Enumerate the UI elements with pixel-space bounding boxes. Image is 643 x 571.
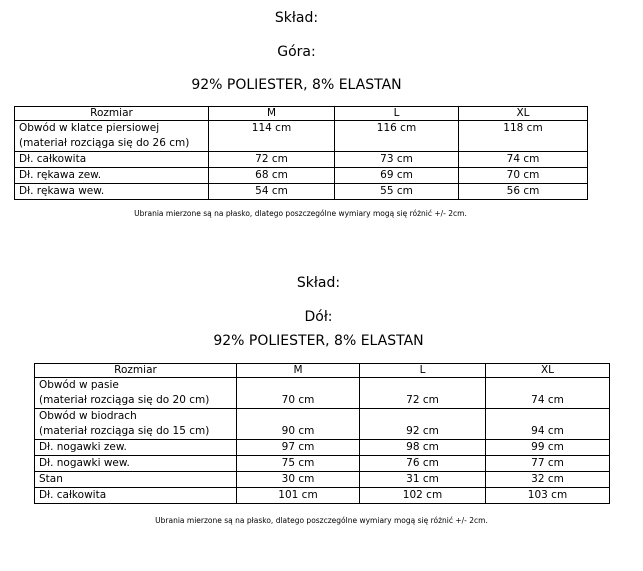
header-cell: M [237, 364, 360, 378]
table-cell: 98 cm [360, 440, 486, 456]
table-cell: 94 cm [486, 409, 610, 440]
table-row [15, 121, 588, 152]
table-cell: 70 cm [459, 168, 588, 184]
row-label [35, 378, 237, 409]
table-cell: 99 cm [486, 440, 610, 456]
table-cell: 54 cm [209, 184, 335, 200]
table-row [35, 378, 610, 409]
table-row [35, 472, 610, 488]
table-row [35, 488, 610, 504]
table-cell: 31 cm [360, 472, 486, 488]
table-cell: 68 cm [209, 168, 335, 184]
top-measurement-note: Ubrania mierzone są na płasko, dlatego poszczególne wymiary mogą się różnić +/- 2cm. [134, 209, 467, 218]
table-cell: 90 cm [237, 409, 360, 440]
table-row [15, 152, 588, 168]
table-row [35, 409, 610, 440]
table-cell: 69 cm [335, 168, 459, 184]
table-cell: 74 cm [459, 152, 588, 168]
table-cell: 70 cm [237, 378, 360, 409]
header-cell: Rozmiar [35, 364, 237, 378]
table-row [15, 168, 588, 184]
table-cell: 32 cm [486, 472, 610, 488]
row-label-line: Obwód w klatce piersiowej [19, 122, 160, 134]
table-cell: 75 cm [237, 456, 360, 472]
table-cell: 116 cm [335, 121, 459, 152]
table-row [35, 440, 610, 456]
row-label [15, 121, 209, 152]
row-label-line: Obwód w biodrach [39, 410, 137, 422]
row-label: Dł. całkowita [15, 152, 209, 168]
row-label-line: (materiał rozciąga się do 26 cm) [19, 137, 190, 149]
table-cell: 74 cm [486, 378, 610, 409]
row-label: Dł. nogawki zew. [35, 440, 237, 456]
table-cell: 102 cm [360, 488, 486, 504]
table-cell: 76 cm [360, 456, 486, 472]
table-header-row [35, 364, 610, 378]
top-size-table [14, 106, 588, 200]
table-cell: 72 cm [209, 152, 335, 168]
table-cell: 30 cm [237, 472, 360, 488]
row-label: Dł. rękawa zew. [15, 168, 209, 184]
table-cell: 73 cm [335, 152, 459, 168]
bottom-size-table [34, 363, 610, 504]
table-header-row [15, 107, 588, 121]
table-cell: 56 cm [459, 184, 588, 200]
bottom-part-title: Dół: [304, 309, 333, 325]
table-row [15, 184, 588, 200]
top-part-title: Góra: [277, 44, 316, 60]
bottom-composition-title: Skład: [296, 275, 341, 291]
header-cell: XL [486, 364, 610, 378]
header-cell: Rozmiar [15, 107, 209, 121]
table-cell: 114 cm [209, 121, 335, 152]
header-cell: L [360, 364, 486, 378]
table-cell: 72 cm [360, 378, 486, 409]
row-label-line: (materiał rozciąga się do 15 cm) [39, 425, 210, 437]
table-cell: 103 cm [486, 488, 610, 504]
row-label: Dł. rękawa wew. [15, 184, 209, 200]
header-cell: L [335, 107, 459, 121]
table-row [35, 456, 610, 472]
header-cell: M [209, 107, 335, 121]
table-cell: 55 cm [335, 184, 459, 200]
top-material: 92% POLIESTER, 8% ELASTAN [191, 77, 402, 93]
bottom-measurement-note: Ubrania mierzone są na płasko, dlatego poszczególne wymiary mogą się różnić +/- 2cm. [155, 516, 488, 525]
table-cell: 97 cm [237, 440, 360, 456]
table-cell: 101 cm [237, 488, 360, 504]
table-cell: 118 cm [459, 121, 588, 152]
row-label: Dł. całkowita [35, 488, 237, 504]
row-label [35, 409, 237, 440]
row-label: Stan [35, 472, 237, 488]
header-cell: XL [459, 107, 588, 121]
table-cell: 77 cm [486, 456, 610, 472]
row-label-line: Obwód w pasie [39, 379, 119, 391]
top-composition-title: Skład: [274, 10, 319, 26]
bottom-material: 92% POLIESTER, 8% ELASTAN [213, 333, 424, 349]
row-label-line: (materiał rozciąga się do 20 cm) [39, 394, 210, 406]
row-label: Dł. nogawki wew. [35, 456, 237, 472]
table-cell: 92 cm [360, 409, 486, 440]
